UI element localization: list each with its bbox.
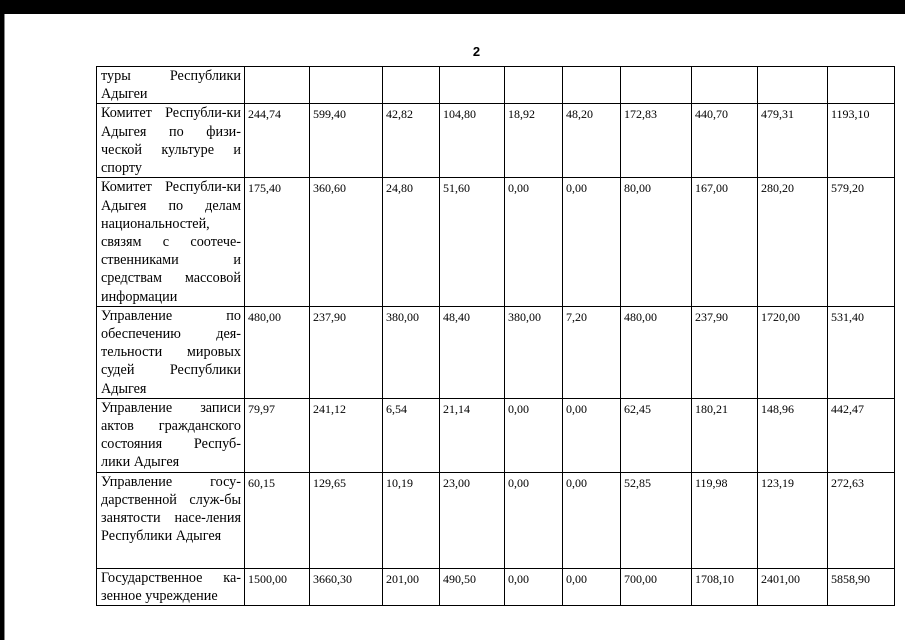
value-cell: 5858,90 bbox=[828, 568, 895, 605]
value-cell: 490,50 bbox=[440, 568, 505, 605]
value-cell: 442,47 bbox=[828, 398, 895, 472]
scan-frame-left-shadow bbox=[4, 14, 5, 640]
value-cell bbox=[692, 67, 758, 104]
value-cell: 237,90 bbox=[310, 306, 383, 398]
value-cell bbox=[563, 67, 621, 104]
value-cell: 48,20 bbox=[563, 104, 621, 178]
value-cell bbox=[828, 67, 895, 104]
budget-table bbox=[96, 66, 895, 606]
value-cell: 42,82 bbox=[383, 104, 440, 178]
value-cell: 1500,00 bbox=[245, 568, 310, 605]
value-cell: 579,20 bbox=[828, 178, 895, 306]
value-cell: 148,96 bbox=[758, 398, 828, 472]
value-cell: 479,31 bbox=[758, 104, 828, 178]
organization-name-cell: туры Республики Адыгеи bbox=[97, 67, 245, 104]
value-cell: 380,00 bbox=[505, 306, 563, 398]
value-cell: 0,00 bbox=[563, 472, 621, 568]
value-cell: 48,40 bbox=[440, 306, 505, 398]
value-cell: 62,45 bbox=[621, 398, 692, 472]
value-cell: 0,00 bbox=[505, 568, 563, 605]
value-cell: 6,54 bbox=[383, 398, 440, 472]
value-cell: 480,00 bbox=[621, 306, 692, 398]
value-cell: 3660,30 bbox=[310, 568, 383, 605]
value-cell: 531,40 bbox=[828, 306, 895, 398]
value-cell: 0,00 bbox=[505, 178, 563, 306]
value-cell: 380,00 bbox=[383, 306, 440, 398]
value-cell: 1720,00 bbox=[758, 306, 828, 398]
value-cell: 129,65 bbox=[310, 472, 383, 568]
value-cell: 104,80 bbox=[440, 104, 505, 178]
value-cell: 244,74 bbox=[245, 104, 310, 178]
table-row bbox=[97, 67, 895, 104]
table-row bbox=[97, 178, 895, 306]
table-row bbox=[97, 398, 895, 472]
value-cell: 24,80 bbox=[383, 178, 440, 306]
value-cell: 480,00 bbox=[245, 306, 310, 398]
value-cell bbox=[758, 67, 828, 104]
table-row bbox=[97, 306, 895, 398]
value-cell: 10,19 bbox=[383, 472, 440, 568]
scan-frame-top bbox=[0, 0, 905, 14]
value-cell: 51,60 bbox=[440, 178, 505, 306]
value-cell: 0,00 bbox=[505, 472, 563, 568]
value-cell: 272,63 bbox=[828, 472, 895, 568]
value-cell: 21,14 bbox=[440, 398, 505, 472]
value-cell: 60,15 bbox=[245, 472, 310, 568]
organization-name-cell: Управление госу-дарственной служ-бы занятости насе-ления Республики Адыгея bbox=[97, 472, 245, 568]
value-cell: 123,19 bbox=[758, 472, 828, 568]
page-number: 2 bbox=[472, 44, 481, 59]
value-cell: 700,00 bbox=[621, 568, 692, 605]
organization-name-cell: Комитет Республи-ки Адыгея по делам национальностей, связям с соотече-ственниками и средствам массовой информации bbox=[97, 178, 245, 306]
value-cell: 0,00 bbox=[505, 398, 563, 472]
value-cell bbox=[621, 67, 692, 104]
value-cell: 119,98 bbox=[692, 472, 758, 568]
value-cell: 280,20 bbox=[758, 178, 828, 306]
value-cell: 18,92 bbox=[505, 104, 563, 178]
value-cell: 0,00 bbox=[563, 568, 621, 605]
value-cell: 52,85 bbox=[621, 472, 692, 568]
value-cell: 599,40 bbox=[310, 104, 383, 178]
value-cell: 80,00 bbox=[621, 178, 692, 306]
value-cell: 201,00 bbox=[383, 568, 440, 605]
value-cell: 180,21 bbox=[692, 398, 758, 472]
value-cell: 237,90 bbox=[692, 306, 758, 398]
value-cell: 172,83 bbox=[621, 104, 692, 178]
value-cell: 440,70 bbox=[692, 104, 758, 178]
organization-name-cell: Комитет Республи-ки Адыгея по физи-ческой культуре и спорту bbox=[97, 104, 245, 178]
value-cell: 360,60 bbox=[310, 178, 383, 306]
value-cell: 241,12 bbox=[310, 398, 383, 472]
value-cell: 1708,10 bbox=[692, 568, 758, 605]
value-cell bbox=[383, 67, 440, 104]
value-cell: 0,00 bbox=[563, 398, 621, 472]
value-cell: 0,00 bbox=[563, 178, 621, 306]
table-row bbox=[97, 568, 895, 605]
value-cell bbox=[310, 67, 383, 104]
organization-name-cell: Управление по обеспечению дея-тельности мировых судей Республики Адыгея bbox=[97, 306, 245, 398]
value-cell: 7,20 bbox=[563, 306, 621, 398]
table-row bbox=[97, 472, 895, 568]
value-cell: 2401,00 bbox=[758, 568, 828, 605]
organization-name-cell: Государственное ка-зенное учреждение bbox=[97, 568, 245, 605]
value-cell: 79,97 bbox=[245, 398, 310, 472]
value-cell: 23,00 bbox=[440, 472, 505, 568]
organization-name-cell: Управление записи актов гражданского состояния Респуб-лики Адыгея bbox=[97, 398, 245, 472]
value-cell: 1193,10 bbox=[828, 104, 895, 178]
value-cell bbox=[245, 67, 310, 104]
value-cell bbox=[505, 67, 563, 104]
value-cell: 167,00 bbox=[692, 178, 758, 306]
value-cell: 175,40 bbox=[245, 178, 310, 306]
value-cell bbox=[440, 67, 505, 104]
table-row bbox=[97, 104, 895, 178]
